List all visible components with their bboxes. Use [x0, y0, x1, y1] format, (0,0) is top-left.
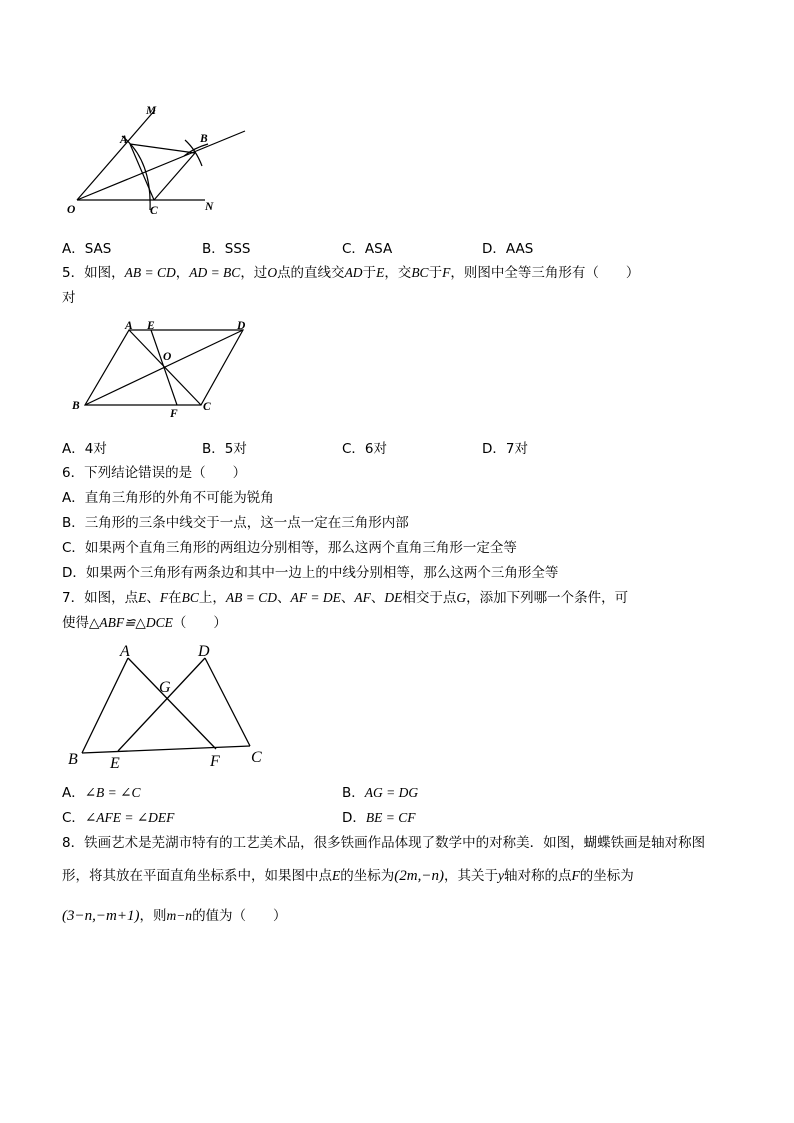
q7-text: 上， — [198, 590, 226, 606]
q5-text: 5．如图， — [62, 265, 125, 281]
q5-option-d: D．7对 — [482, 441, 528, 457]
q7-stem-line2 — [62, 611, 227, 631]
segment-ab — [130, 144, 195, 153]
q5-math: O — [267, 265, 278, 280]
q6-stem: 6．下列结论错误的是（ ） — [62, 465, 247, 481]
segment-de — [118, 658, 205, 751]
label-b: B — [68, 751, 78, 768]
q8-text: ，则 — [139, 908, 167, 924]
q4-option-c: C．ASA — [342, 241, 393, 257]
option-math: AG = DG — [364, 785, 419, 800]
q8-stem-line3 — [62, 904, 287, 925]
q5-text: ，交 — [384, 265, 412, 281]
q7-text: 、 — [276, 590, 291, 606]
label-c: C — [251, 749, 262, 766]
q5-option-a: A．4对 — [62, 441, 107, 457]
q6-option-d: D．如果两个三角形有两条边和其中一边上的中线分别相等，那么这两个三角形全等 — [62, 565, 559, 581]
q5-option-b: B．5对 — [202, 441, 247, 457]
q8-stem-line2 — [62, 864, 634, 885]
q5-stem-line1 — [62, 261, 639, 281]
q7-option-b — [342, 781, 418, 801]
q7-math: AF — [354, 590, 371, 605]
q5-text: 于 — [428, 265, 443, 281]
q4-option-d: D．AAS — [482, 241, 534, 257]
q5-text: ， — [175, 265, 190, 281]
q5-text: 于 — [362, 265, 377, 281]
arc-ac — [122, 136, 150, 210]
q7-text: 在 — [168, 590, 182, 606]
q7-text: （ ） — [172, 615, 227, 631]
q8-math: E — [332, 868, 341, 883]
segment-dc — [205, 658, 250, 746]
segment-ab — [82, 658, 128, 753]
segment-ac — [130, 144, 154, 200]
q7-math: △ABF≌△DCE — [89, 615, 173, 630]
q7-text: 7．如图，点 — [62, 590, 139, 606]
q8-math: m−n — [166, 908, 193, 923]
q6-option-c: C．如果两个直角三角形的两组边分别相等，那么这两个直角三角形一定全等 — [62, 540, 517, 556]
q5-text: ，过 — [240, 265, 268, 281]
q7-option-d — [342, 806, 416, 826]
q8-coordinate-f: (3−n,−m+1) — [62, 908, 140, 924]
q7-option-a — [62, 781, 140, 801]
diagonal-ac — [129, 330, 201, 405]
figure-q5-parallelogram — [65, 318, 265, 423]
option-prefix: C． — [62, 810, 85, 826]
label-e: E — [110, 755, 120, 772]
q5-math: E — [376, 265, 385, 280]
q5-math: BC — [411, 265, 429, 280]
segment-ef — [151, 330, 177, 405]
q8-text: 的坐标为 — [340, 868, 395, 884]
q8-stem-line1: 8．铁画艺术是芜湖市特有的工艺美术品，很多铁画作品体现了数学中的对称美．如图，蝴蝶铁画是轴对称图 — [62, 835, 706, 851]
label-f: F — [210, 753, 220, 770]
q4-option-a: A．SAS — [62, 241, 112, 257]
q5-text: ，则图中全等三角形有（ ） — [450, 265, 640, 281]
q5-text: 点的直线交 — [277, 265, 345, 281]
label-b: B — [72, 400, 80, 412]
q7-math: E — [138, 590, 147, 605]
figure-q7-triangles — [62, 638, 272, 773]
q7-math: BC — [181, 590, 199, 605]
q5-math: AD = BC — [189, 265, 241, 280]
label-g: G — [159, 679, 171, 696]
q8-text: 的值为（ ） — [192, 908, 287, 924]
ray-om — [77, 110, 155, 200]
q7-text: 、 — [370, 590, 385, 606]
q7-math: F — [159, 590, 169, 605]
label-d: D — [198, 643, 210, 660]
q8-text: ，其关于 — [443, 868, 498, 884]
label-e: E — [147, 320, 155, 332]
label-d: D — [237, 320, 246, 332]
q8-text: 的坐标为 — [579, 868, 634, 884]
figure-q4-angle-construction — [60, 98, 260, 223]
segment-af — [128, 658, 216, 749]
q7-text: 相交于点 — [402, 590, 457, 606]
q7-math: AF = DE — [290, 590, 341, 605]
q8-coordinate-e: (2m,−n) — [394, 868, 444, 884]
option-math: BE = CF — [365, 810, 416, 825]
option-prefix: A． — [62, 785, 85, 801]
q8-math: F — [571, 868, 580, 883]
q7-option-c — [62, 806, 174, 826]
label-n: N — [205, 201, 214, 213]
q5-option-c: C．6对 — [342, 441, 388, 457]
option-math: ∠B = ∠C — [84, 785, 141, 800]
label-c: C — [203, 401, 211, 413]
q5-math: F — [442, 265, 451, 280]
q7-text: ，添加下列哪一个条件，可 — [466, 590, 629, 606]
label-o: O — [163, 351, 172, 363]
q8-math: y — [497, 868, 504, 883]
label-c: C — [150, 205, 158, 217]
q7-math: AB = CD — [225, 590, 277, 605]
label-b: B — [200, 133, 208, 145]
ray-ob — [77, 131, 245, 200]
option-prefix: D． — [342, 810, 366, 826]
q4-option-b: B．SSS — [202, 241, 251, 257]
q5-stem-line2: 对 — [62, 290, 76, 306]
label-a: A — [120, 134, 128, 146]
q7-text: 、 — [340, 590, 355, 606]
q5-math: AD — [344, 265, 363, 280]
q7-text: 使得 — [62, 615, 89, 631]
label-a: A — [125, 320, 133, 332]
q7-math: DE — [384, 590, 403, 605]
q7-math: G — [456, 590, 467, 605]
label-m: M — [146, 105, 157, 117]
q6-option-a: A．直角三角形的外角不可能为锐角 — [62, 490, 274, 506]
q7-text: 、 — [146, 590, 160, 606]
label-o: O — [67, 204, 76, 216]
segment-bc — [82, 746, 250, 753]
option-math: ∠AFE = ∠DEF — [84, 810, 175, 825]
q8-text: 轴对称的点 — [503, 868, 572, 884]
label-a: A — [120, 643, 130, 660]
q5-math: AB = CD — [124, 265, 176, 280]
label-f: F — [170, 408, 178, 420]
q6-option-b: B．三角形的三条中线交于一点，这一点一定在三角形内部 — [62, 515, 409, 531]
option-prefix: B． — [342, 785, 365, 801]
q8-text: 形，将其放在平面直角坐标系中，如果图中点 — [62, 868, 332, 884]
q7-stem-line1 — [62, 586, 628, 606]
